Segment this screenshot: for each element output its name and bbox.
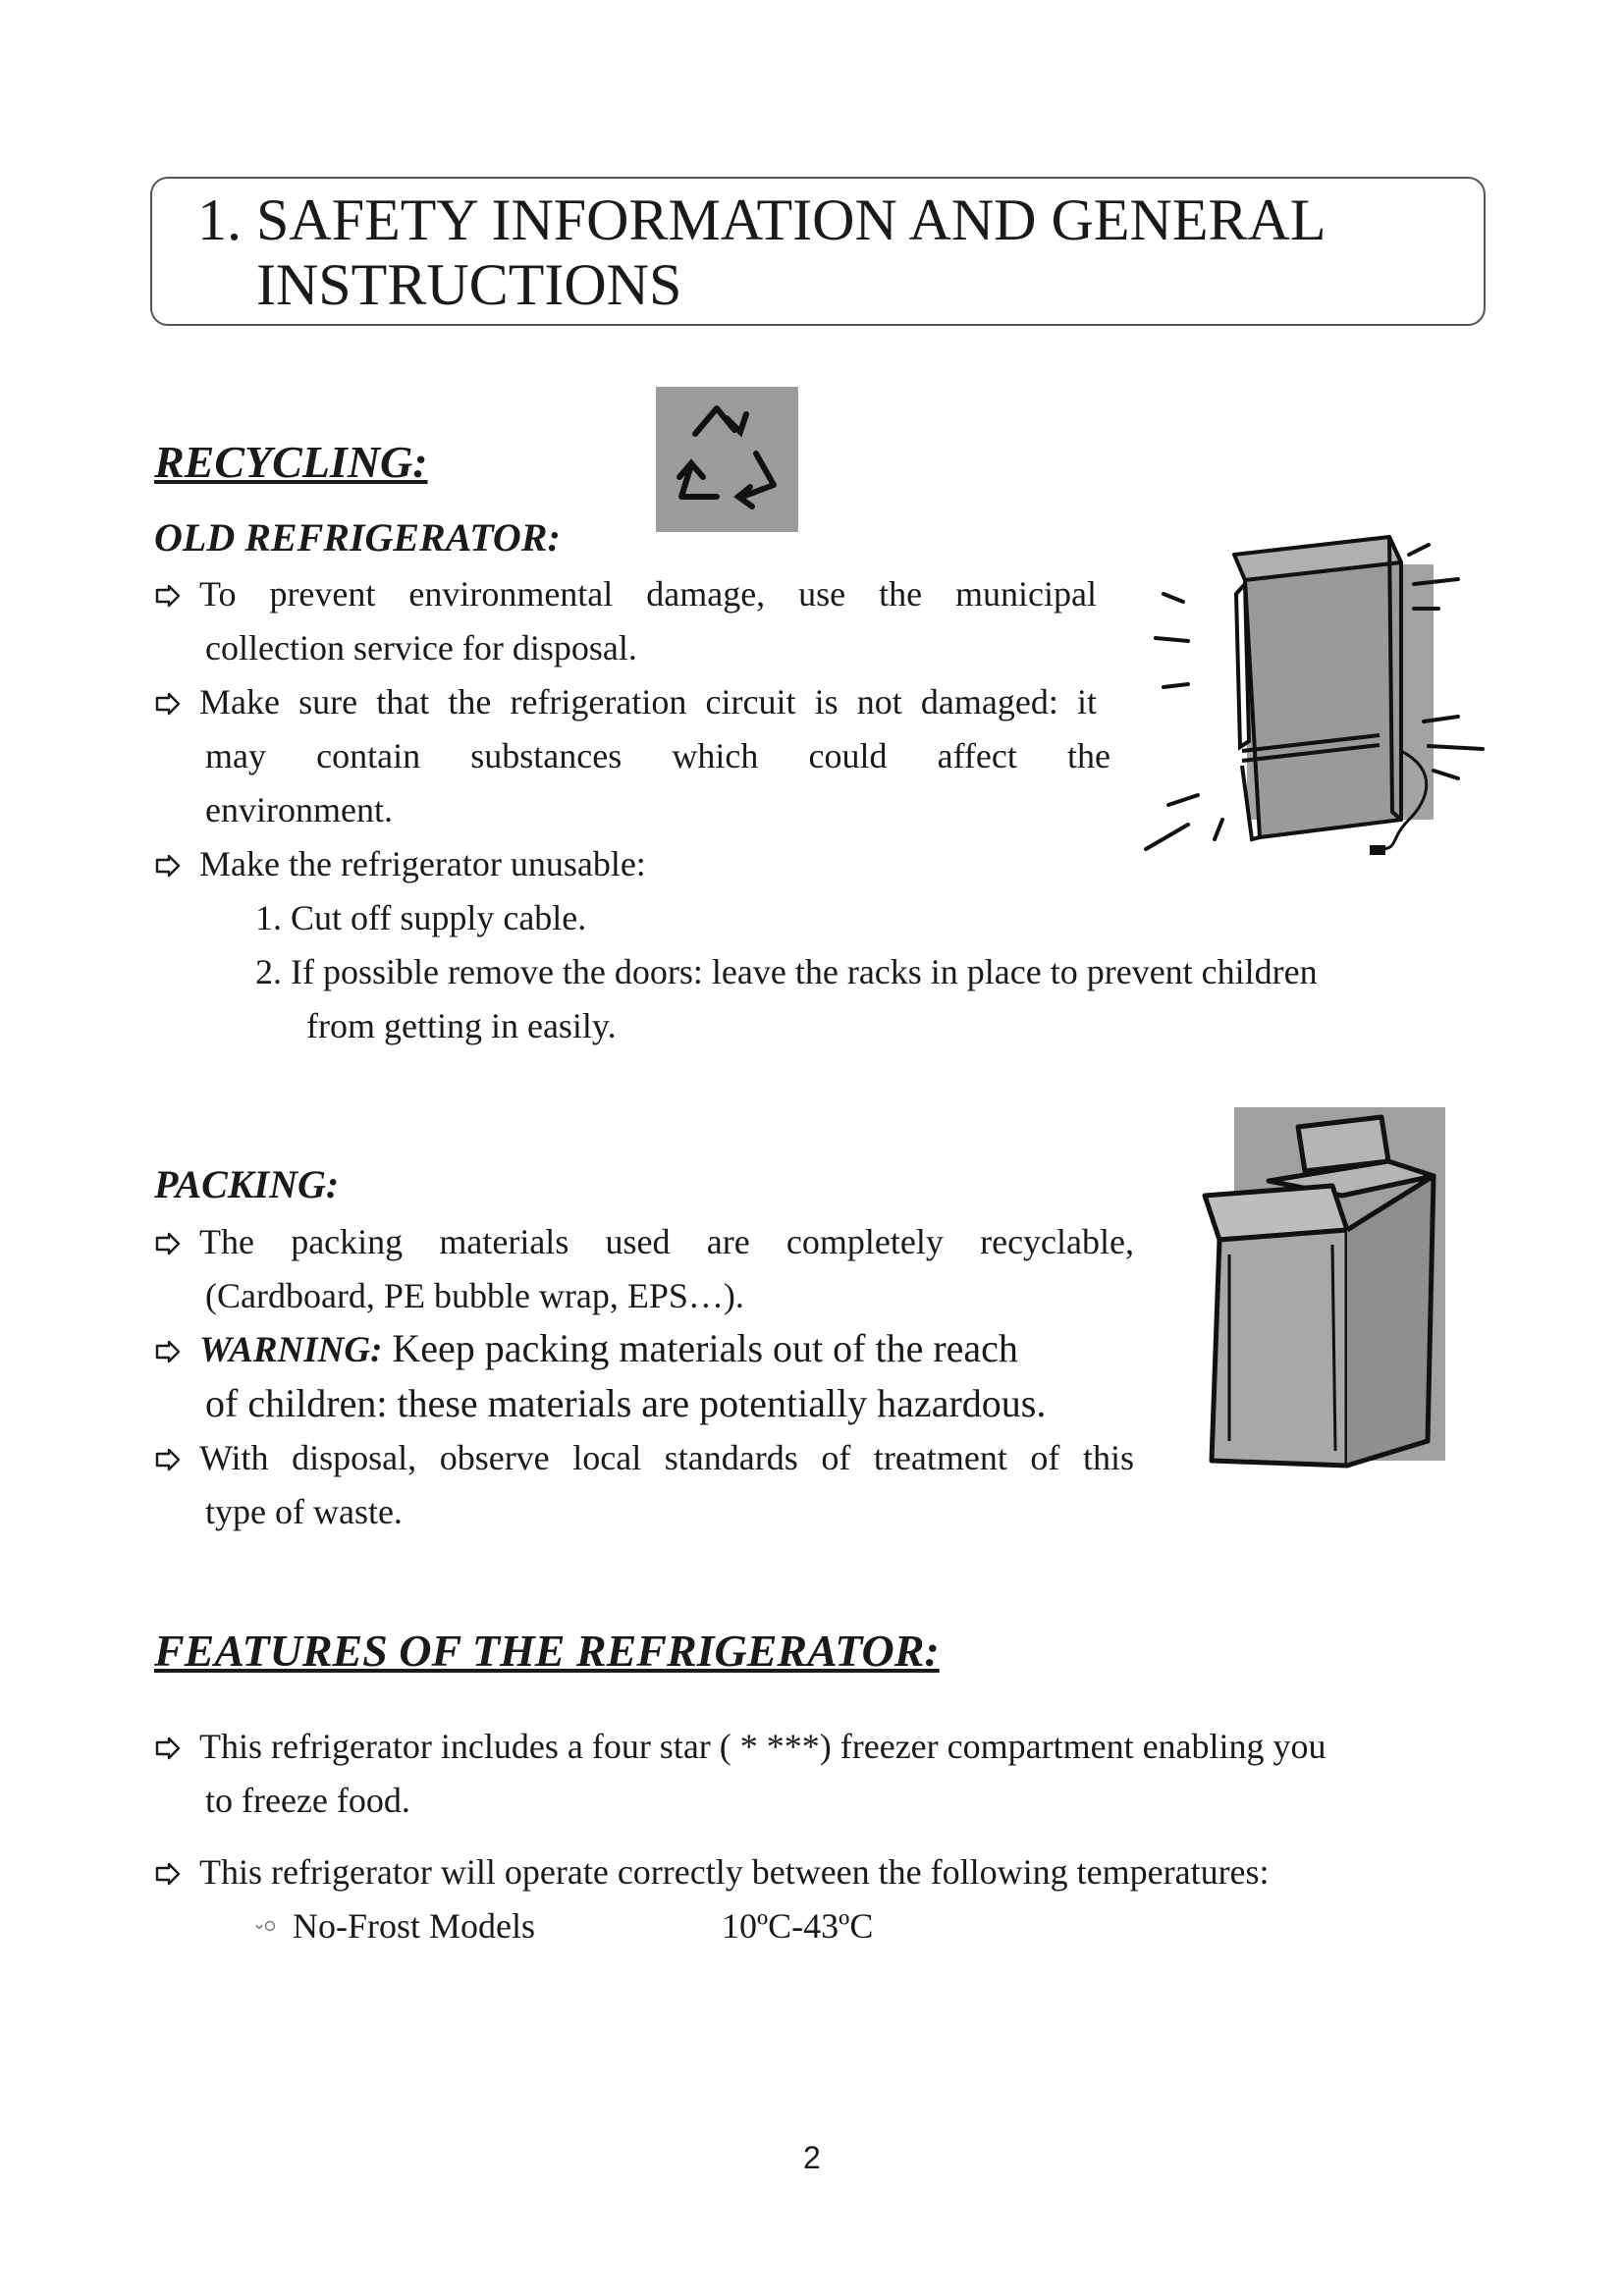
arrow-icon [154,1232,182,1255]
small-bullet-icon [254,1919,276,1935]
section-title-line-1: 1. SAFETY INFORMATION AND GENERAL [197,187,1326,252]
arrow-icon [154,1340,182,1363]
arrow-icon [154,1862,182,1886]
old-refrigerator-heading: OLD REFRIGERATOR: [154,515,561,560]
packing-bullet-3-line-1: With disposal, observe local standards of treatment of this [199,1438,1134,1477]
features-bullet-1-line-2: to freeze food. [205,1781,410,1820]
arrow-icon [154,1448,182,1471]
arrow-icon [154,1736,182,1760]
old-fridge-bullet-2-line-3: environment. [205,790,393,829]
page-number: 2 [803,2140,821,2175]
old-fridge-bullet-1-line-1: To prevent environmental damage, use the municipal [199,574,1097,614]
packing-bullet-3-line-2: type of waste. [205,1492,403,1531]
refrigerator-illustration [1144,525,1492,869]
arrow-icon [154,692,182,716]
packing-bullet-1-line-1: The packing materials used are completely recyclable, [199,1222,1134,1261]
features-bullet-2: This refrigerator will operate correctly between the following temperatures: [199,1852,1270,1892]
packing-box-illustration [1200,1107,1445,1475]
packing-bullet-1-line-2: (Cardboard, PE bubble wrap, EPS…). [205,1276,744,1315]
section-title-line-2: INSTRUCTIONS [256,252,682,317]
old-fridge-bullet-2-line-2: may contain substances which could affect the [205,736,1110,775]
packing-warning-line-1 [199,1319,1018,1380]
features-bullet-1-line-1: This refrigerator includes a four star ( * ***) freezer compartment enabling you [199,1727,1326,1766]
model-temperature-range: 10ºC-43ºC [722,1906,874,1946]
packing-list [154,1215,1146,1549]
old-fridge-bullet-3: Make the refrigerator unusable: [199,844,646,883]
section-title-box [150,177,1486,326]
features-heading: FEATURES OF THE REFRIGERATOR: [154,1626,940,1676]
step-2-line-1: 2. If possible remove the doors: leave the racks in place to prevent children [255,952,1318,991]
arrow-icon [154,584,182,608]
recycling-heading: RECYCLING: [154,437,428,487]
features-list [154,1720,1480,1975]
step-2-line-2: from getting in easily. [306,1006,617,1045]
warning-label: WARNING: [199,1330,383,1370]
packing-warning-line-2: of children: these materials are potentially hazardous. [205,1381,1047,1425]
old-fridge-bullet-1-line-2: collection service for disposal. [205,628,637,667]
recycle-icon [656,387,798,532]
old-fridge-bullet-2-line-1: Make sure that the refrigeration circuit is not damaged: it [199,682,1097,721]
warning-text: Keep packing materials out of the reach [382,1326,1018,1370]
model-label: No-Frost Models [293,1906,536,1946]
old-refrigerator-list [154,567,1110,1078]
arrow-icon [154,854,182,878]
packing-heading: PACKING: [154,1162,340,1206]
step-1: 1. Cut off supply cable. [255,898,587,937]
